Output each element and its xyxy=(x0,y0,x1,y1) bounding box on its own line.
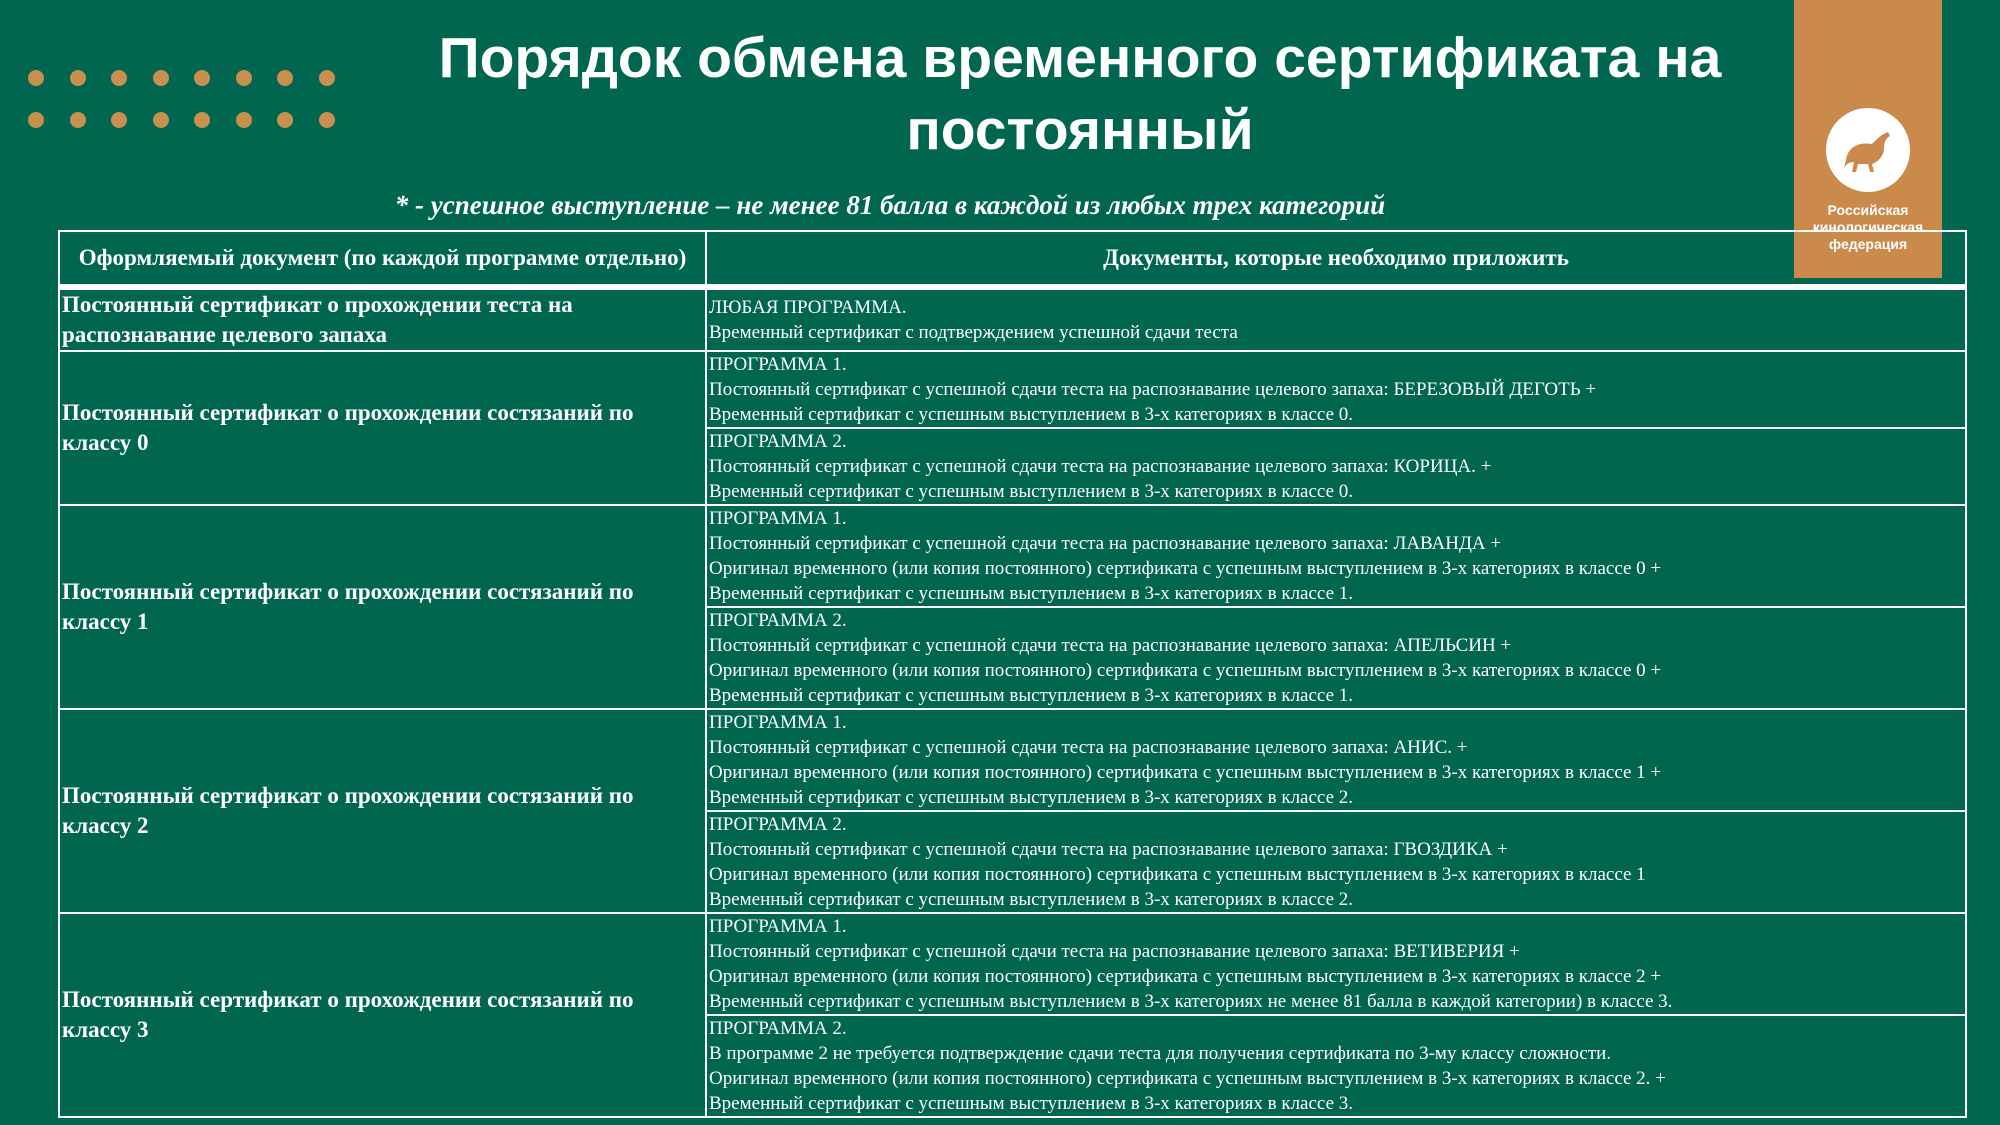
document-name-cell: Постоянный сертификат о прохождении теста на распознавание целевого запаха xyxy=(59,287,706,351)
dot xyxy=(277,112,293,128)
document-name-cell: Постоянный сертификат о прохождении состязаний по классу 1 xyxy=(59,505,706,709)
table-row xyxy=(59,351,1966,428)
column-header: Документы, которые необходимо приложить xyxy=(706,231,1966,287)
required-documents-cell xyxy=(706,428,1966,505)
program-label: ПРОГРАММА 2. xyxy=(709,610,847,631)
required-documents-cell xyxy=(706,287,1966,351)
requirement-line: В программе 2 не требуется подтверждение сдачи теста для получения сертификата по 3-му классу сложности. xyxy=(709,1043,1612,1064)
program-label: ПРОГРАММА 1. xyxy=(709,712,847,733)
dot xyxy=(70,112,86,128)
dot xyxy=(236,112,252,128)
program-label: ПРОГРАММА 1. xyxy=(709,354,847,375)
requirement-line: Оригинал временного (или копия постоянного) сертификата с успешным выступлением в 3-х категориях в классе 0 + xyxy=(709,660,1662,681)
requirement-line: Постоянный сертификат с успешной сдачи теста на распознавание целевого запаха: АНИС. + xyxy=(709,737,1468,758)
requirement-line: Оригинал временного (или копия постоянного) сертификата с успешным выступлением в 3-х категориях в классе 2 + xyxy=(709,966,1662,987)
program-label: ПРОГРАММА 1. xyxy=(709,508,847,529)
requirement-line: Постоянный сертификат с успешной сдачи теста на распознавание целевого запаха: КОРИЦА. + xyxy=(709,456,1492,477)
dog-icon xyxy=(1826,108,1910,192)
requirement-line: Временный сертификат с успешным выступлением в 3-х категориях в классе 1. xyxy=(709,685,1354,706)
dot xyxy=(194,70,210,86)
program-label: ПРОГРАММА 2. xyxy=(709,814,847,835)
footnote: * - успешное выступление – не менее 81 балла в каждой из любых трех категорий xyxy=(394,190,1386,220)
requirement-line: Оригинал временного (или копия постоянного) сертификата с успешным выступлением в 3-х категориях в классе 1 xyxy=(709,864,1646,885)
program-label: ПРОГРАММА 2. xyxy=(709,1018,847,1039)
dot xyxy=(319,70,335,86)
dot xyxy=(111,70,127,86)
required-documents-cell xyxy=(706,1015,1966,1117)
program-label: ПРОГРАММА 1. xyxy=(709,916,847,937)
page-title: Порядок обмена временного сертификата на постоянный xyxy=(438,26,1722,162)
dot xyxy=(277,70,293,86)
requirement-line: Временный сертификат с успешным выступлением в 3-х категориях в классе 3. xyxy=(709,1093,1354,1114)
decorative-dots xyxy=(28,70,348,140)
logo-text-line: федерация xyxy=(1828,236,1908,252)
table-row xyxy=(59,505,1966,607)
requirement-line: Постоянный сертификат с успешной сдачи теста на распознавание целевого запаха: ВЕТИВЕРИЯ + xyxy=(709,941,1520,962)
certificate-table xyxy=(58,230,1967,1118)
document-name-cell: Постоянный сертификат о прохождении состязаний по классу 3 xyxy=(59,913,706,1117)
required-documents-cell xyxy=(706,811,1966,913)
required-documents-cell xyxy=(706,505,1966,607)
requirement-line: Временный сертификат с успешным выступлением в 3-х категориях в классе 0. xyxy=(709,404,1354,425)
dot xyxy=(236,70,252,86)
table-row xyxy=(59,287,1966,351)
dot xyxy=(194,112,210,128)
logo-text-line: кинологическая xyxy=(1812,219,1924,235)
program-label: ЛЮБАЯ ПРОГРАММА. xyxy=(709,297,907,318)
dot xyxy=(28,70,44,86)
requirement-line: Временный сертификат с успешным выступлением в 3-х категориях в классе 2. xyxy=(709,787,1354,808)
required-documents-cell xyxy=(706,607,1966,709)
column-header: Оформляемый документ (по каждой программе отдельно) xyxy=(59,231,706,287)
requirement-line: Временный сертификат с успешным выступлением в 3-х категориях в классе 1. xyxy=(709,583,1354,604)
dot xyxy=(28,112,44,128)
dot xyxy=(319,112,335,128)
dot xyxy=(153,70,169,86)
table-row xyxy=(59,709,1966,811)
program-label: ПРОГРАММА 2. xyxy=(709,431,847,452)
required-documents-cell xyxy=(706,913,1966,1015)
requirement-line: Оригинал временного (или копия постоянного) сертификата с успешным выступлением в 3-х категориях в классе 2. + xyxy=(709,1068,1666,1089)
logo-text-line: Российская xyxy=(1827,202,1909,218)
document-name-cell: Постоянный сертификат о прохождении состязаний по классу 0 xyxy=(59,351,706,505)
document-name-cell: Постоянный сертификат о прохождении состязаний по классу 2 xyxy=(59,709,706,913)
table-header-row xyxy=(59,231,1966,287)
requirement-line: Оригинал временного (или копия постоянного) сертификата с успешным выступлением в 3-х категориях в классе 0 + xyxy=(709,558,1662,579)
required-documents-cell xyxy=(706,709,1966,811)
required-documents-cell xyxy=(706,351,1966,428)
dot xyxy=(70,70,86,86)
dot xyxy=(111,112,127,128)
requirement-line: Временный сертификат с успешным выступлением в 3-х категориях в классе 0. xyxy=(709,481,1354,502)
requirement-line: Постоянный сертификат с успешной сдачи теста на распознавание целевого запаха: БЕРЕЗОВЫЙ ДЕГОТЬ + xyxy=(709,379,1597,400)
requirement-line: Оригинал временного (или копия постоянного) сертификата с успешным выступлением в 3-х категориях в классе 1 + xyxy=(709,762,1662,783)
requirement-line: Временный сертификат с успешным выступлением в 3-х категориях в классе 2. xyxy=(709,889,1354,910)
dot xyxy=(153,112,169,128)
requirement-line: Временный сертификат с успешным выступлением в 3-х категориях не менее 81 балла в каждой категории) в классе 3. xyxy=(709,991,1673,1012)
requirement-line: Временный сертификат с подтверждением успешной сдачи теста xyxy=(709,322,1238,343)
requirement-line: Постоянный сертификат с успешной сдачи теста на распознавание целевого запаха: АПЕЛЬСИН + xyxy=(709,635,1512,656)
requirement-line: Постоянный сертификат с успешной сдачи теста на распознавание целевого запаха: ГВОЗДИКА + xyxy=(709,839,1508,860)
requirement-line: Постоянный сертификат с успешной сдачи теста на распознавание целевого запаха: ЛАВАНДА + xyxy=(709,533,1502,554)
table-row xyxy=(59,913,1966,1015)
